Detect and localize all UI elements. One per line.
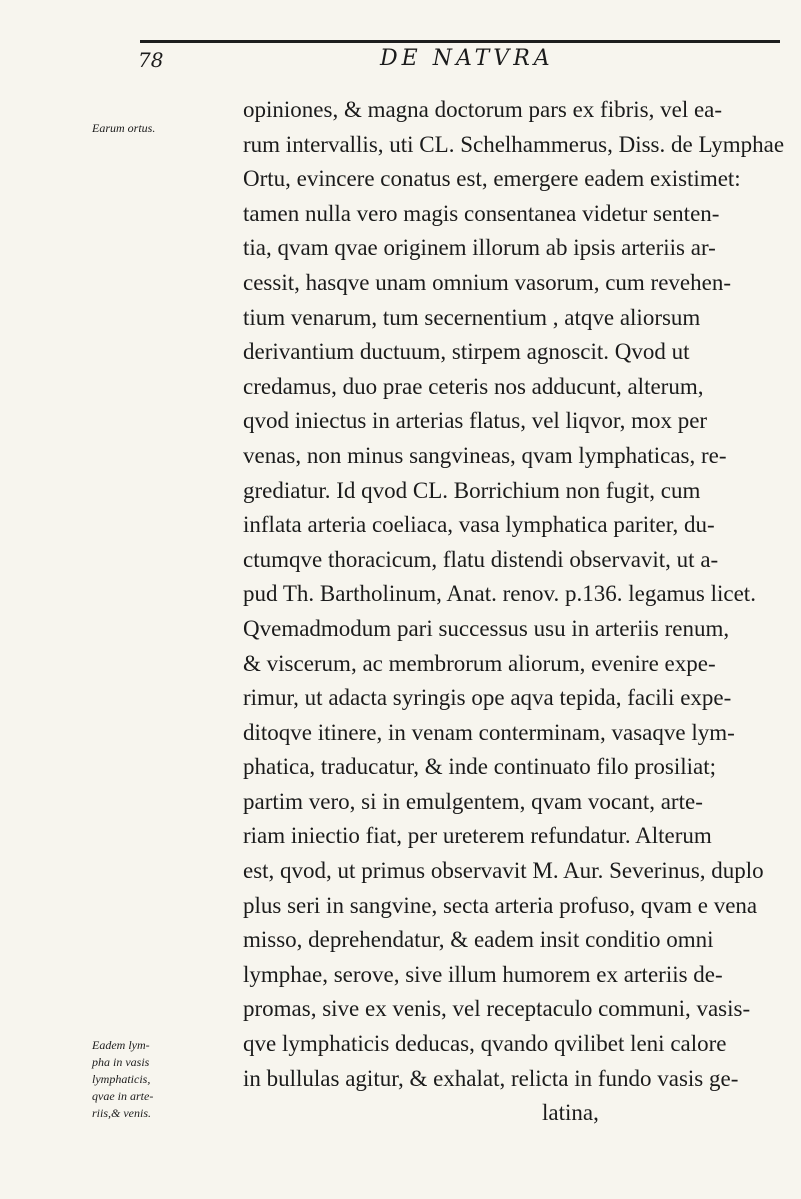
text-line: riam iniectio fiat, per ureterem refundatur. Alterum (243, 823, 712, 849)
text-line: Qvemadmodum pari successus usu in arteriis renum, (243, 615, 730, 641)
page-number: 78 (138, 48, 164, 72)
margin-note-earum-ortus (92, 120, 240, 137)
text-line: tamen nulla vero magis consentanea videtur senten- (243, 200, 720, 226)
text-line: promas, sive ex venis, vel receptaculo communi, vasis- (243, 996, 751, 1022)
text-line: ctumqve thoracicum, flatu distendi observavit, ut a- (243, 546, 719, 572)
text-line: pud Th. Bartholinum, Anat. renov. p.136. legamus licet. (243, 581, 756, 607)
margin-note-line: Eadem lym- (92, 1038, 150, 1052)
body-text (243, 93, 783, 1131)
margin-note-line: Earum ortus. (92, 121, 156, 135)
text-line: tium venarum, tum secernentium , atqve aliorsum (243, 304, 701, 330)
text-line: Ortu, evincere conatus est, emergere eadem existimet: (243, 166, 741, 192)
text-line: phatica, traducatur, & inde continuato filo prosiliat; (243, 754, 716, 780)
text-line: venas, non minus sangvineas, qvam lymphaticas, re- (243, 442, 727, 468)
text-line: inflata arteria coeliaca, vasa lymphatica pariter, du- (243, 512, 715, 538)
text-line: opiniones, & magna doctorum pars ex fibris, vel ea- (243, 97, 723, 122)
margin-note-line: riis,& venis. (92, 1106, 151, 1120)
text-line: qve lymphaticis deducas, qvando qvilibet leni calore (243, 1031, 727, 1057)
header-rule (140, 40, 780, 43)
text-line: grediatur. Id qvod CL. Borrichium non fugit, cum (243, 477, 701, 503)
text-line: & viscerum, ac membrorum aliorum, evenire expe- (243, 650, 716, 676)
text-line: plus seri in sangvine, secta arteria profuso, qvam e vena (243, 892, 758, 918)
margin-note-line: lymphaticis, (92, 1072, 151, 1086)
text-line: partim vero, si in emulgentem, qvam vocant, arte- (243, 788, 703, 814)
text-line: in bullulas agitur, & exhalat, relicta in fundo vasis ge- (243, 1065, 739, 1091)
margin-note-eadem-lympha (92, 1037, 240, 1122)
text-line: credamus, duo prae ceteris nos adducunt, alterum, (243, 373, 704, 399)
running-head: DE NATVRA (380, 46, 554, 71)
text-line: tia, qvam qvae originem illorum ab ipsis arteriis ar- (243, 235, 716, 261)
margin-note-line: qvae in arte- (92, 1089, 154, 1103)
text-line: cessit, hasqve unam omnium vasorum, cum revehen- (243, 269, 731, 295)
text-line: rum intervallis, uti CL. Schelhammerus, Diss. de Lymphae (243, 131, 785, 157)
text-line: misso, deprehendatur, & eadem insit conditio omni (243, 927, 714, 953)
margin-note-line: pha in vasis (92, 1055, 150, 1069)
text-line: ditoqve itinere, in venam conterminam, vasaqve lym- (243, 719, 735, 745)
text-line: latina, (243, 1100, 599, 1126)
text-line: qvod iniectus in arterias flatus, vel liqvor, mox per (243, 408, 708, 434)
text-line: est, qvod, ut primus observavit M. Aur. Severinus, duplo (243, 858, 764, 884)
text-line: rimur, ut adacta syringis ope aqva tepida, facili expe- (243, 685, 732, 711)
text-line: lymphae, serove, sive illum humorem ex arteriis de- (243, 961, 723, 987)
text-line: derivantium ductuum, stirpem agnoscit. Qvod ut (243, 339, 690, 365)
